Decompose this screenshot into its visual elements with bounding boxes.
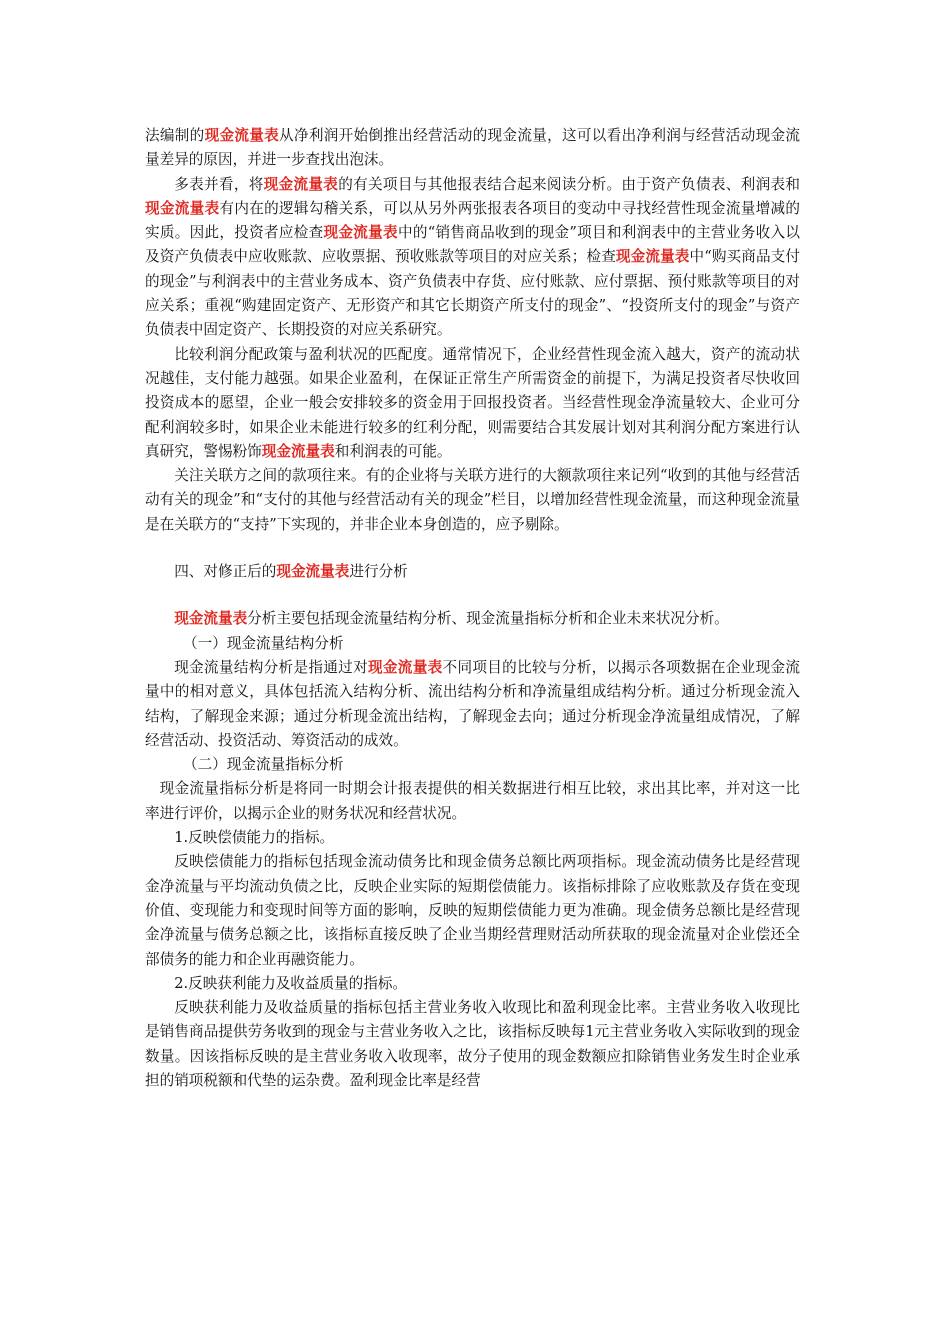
body-paragraph — [145, 996, 800, 1093]
keyword-highlight: 现金流量表 — [276, 563, 350, 581]
text-run: 不同项目的比较与分析，以揭示各项数据在企业现金流量中的相对意义，具体包括流入结构分析、流出结构分析和净流量组成结构分析。通过分析现金流入结构，了解现金来源；通过分析现金流出结构，了解现金去向；通过分析现金净流量组成情况，了解经营活动、投资活动、筹资活动的成效。 — [145, 658, 800, 749]
text-run: 进行分析 — [349, 563, 408, 581]
body-paragraph — [145, 607, 800, 631]
body-paragraph — [145, 464, 800, 537]
keyword-highlight: 现金流量表 — [174, 610, 248, 628]
keyword-highlight: 现金流量表 — [261, 442, 335, 460]
text-run: 和利润表的可能。 — [334, 442, 452, 460]
text-run: 2.反映获利能力及收益质量的指标。 — [174, 974, 408, 992]
body-paragraph — [145, 124, 800, 173]
section-heading — [145, 826, 800, 850]
section-heading — [145, 753, 800, 777]
keyword-highlight: 现金流量表 — [367, 658, 443, 676]
text-run: 中的“销售商品收到的现金”项目和利润表中的主营业务收入以及资产负债表中应收账款、应收票据、预收账款等项目的对应关系；检查 — [145, 224, 800, 266]
section-heading — [145, 632, 800, 656]
text-run: 分析主要包括现金流量结构分析、现金流量指标分析和企业未来状况分析。 — [247, 610, 729, 628]
text-run: 的有关项目与其他报表结合起来阅读分析。由于资产负债表、利润表和 — [338, 175, 800, 193]
keyword-highlight: 现金流量表 — [204, 127, 280, 144]
text-run: （二）现金流量指标分析 — [183, 756, 344, 774]
body-paragraph — [145, 656, 800, 753]
text-run: 多表并看，将 — [174, 175, 264, 193]
section-heading — [145, 972, 800, 996]
section-heading — [145, 560, 800, 584]
keyword-highlight: 现金流量表 — [263, 175, 339, 193]
keyword-highlight: 现金流量表 — [615, 248, 690, 266]
text-run: 法编制的 — [145, 127, 205, 144]
body-paragraph — [145, 173, 800, 343]
text-run: 关注关联方之间的款项往来。有的企业将与关联方进行的大额款项往来记列“收到的其他与经营活动有关的现金”和“支付的其他与经营活动有关的现金”栏目，以增加经营性现金流量，而这种现金流量是在关联方的“支持”下实现的，并非企业本身创造的，应予剔除。 — [145, 467, 800, 533]
keyword-highlight: 现金流量表 — [145, 199, 220, 217]
text-run: 有内在的逻辑勾稽关系，可以从另外两张报表各项目的变动中寻找经营性现金流量增减的实质。因此，投资者应检查 — [145, 199, 800, 242]
body-paragraph — [145, 777, 800, 826]
text-run: 中“购买商品支付的现金”与利润表中的主营业务成本、资产负债表中存货、应付账款、应付票据、预付账款等项目的对应关系；重视“购建固定资产、无形资产和其它长期资产所支付的现金”、“投资所支付的现金”与资产负债表中固定资产、长期投资的对应关系研究。 — [145, 248, 800, 339]
text-run: 四、对修正后的 — [174, 563, 277, 581]
text-run: 1.反映偿债能力的指标。 — [174, 829, 335, 847]
document-page — [145, 124, 800, 1093]
text-run: 现金流量指标分析是将同一时期会计报表提供的相关数据进行相互比较，求出其比率，并对这一比率进行评价，以揭示企业的财务状况和经营状况。 — [145, 780, 800, 822]
text-run: （一）现金流量结构分析 — [183, 634, 344, 652]
text-run: 反映获利能力及收益质量的指标包括主营业务收入收现比和盈利现金比率。主营业务收入收现比是销售商品提供劳务收到的现金与主营业务收入之比，该指标反映每1元主营业务收入实际收到的现金数量。因该指标反映的是主营业务收入收现率，故分子使用的现金数额应扣除销售业务发生时企业承担的销项税额和代垫的运杂费。盈利现金比率是经营 — [145, 999, 800, 1089]
text-run: 反映偿债能力的指标包括现金流动债务比和现金债务总额比两项指标。现金流动债务比是经营现金净流量与平均流动负债之比，反映企业实际的短期偿债能力。该指标排除了应收账款及存货在变现价值、变现能力和变现时间等方面的影响，反映的短期偿债能力更为准确。现金债务总额比是经营现金净流量与债务总额之比，该指标直接反映了企业当期经营理财活动所获取的现金流量对企业偿还全部债务的能力和企业再融资能力。 — [145, 853, 800, 968]
text-run: 现金流量结构分析是指通过对 — [174, 658, 368, 676]
body-paragraph — [145, 343, 800, 464]
body-paragraph — [145, 850, 800, 971]
text-run: 比较利润分配政策与盈利状况的匹配度。通常情况下，企业经营性现金流入越大，资产的流动状况越佳，支付能力越强。如果企业盈利，在保证正常生产所需资金的前提下，为满足投资者尽快收回投资成本的愿望，企业一般会安排较多的资金用于回报投资者。当经营性现金净流量较大、企业可分配利润较多时，如果企业未能进行较多的红利分配，则需要结合其发展计划对其利润分配方案进行认真研究，警惕粉饰 — [145, 345, 800, 460]
text-run: 从净利润开始倒推出经营活动的现金流量，这可以看出净利润与经营活动现金流量差异的原因，并进一步查找出泡沫。 — [145, 127, 800, 169]
keyword-highlight: 现金流量表 — [323, 224, 398, 242]
